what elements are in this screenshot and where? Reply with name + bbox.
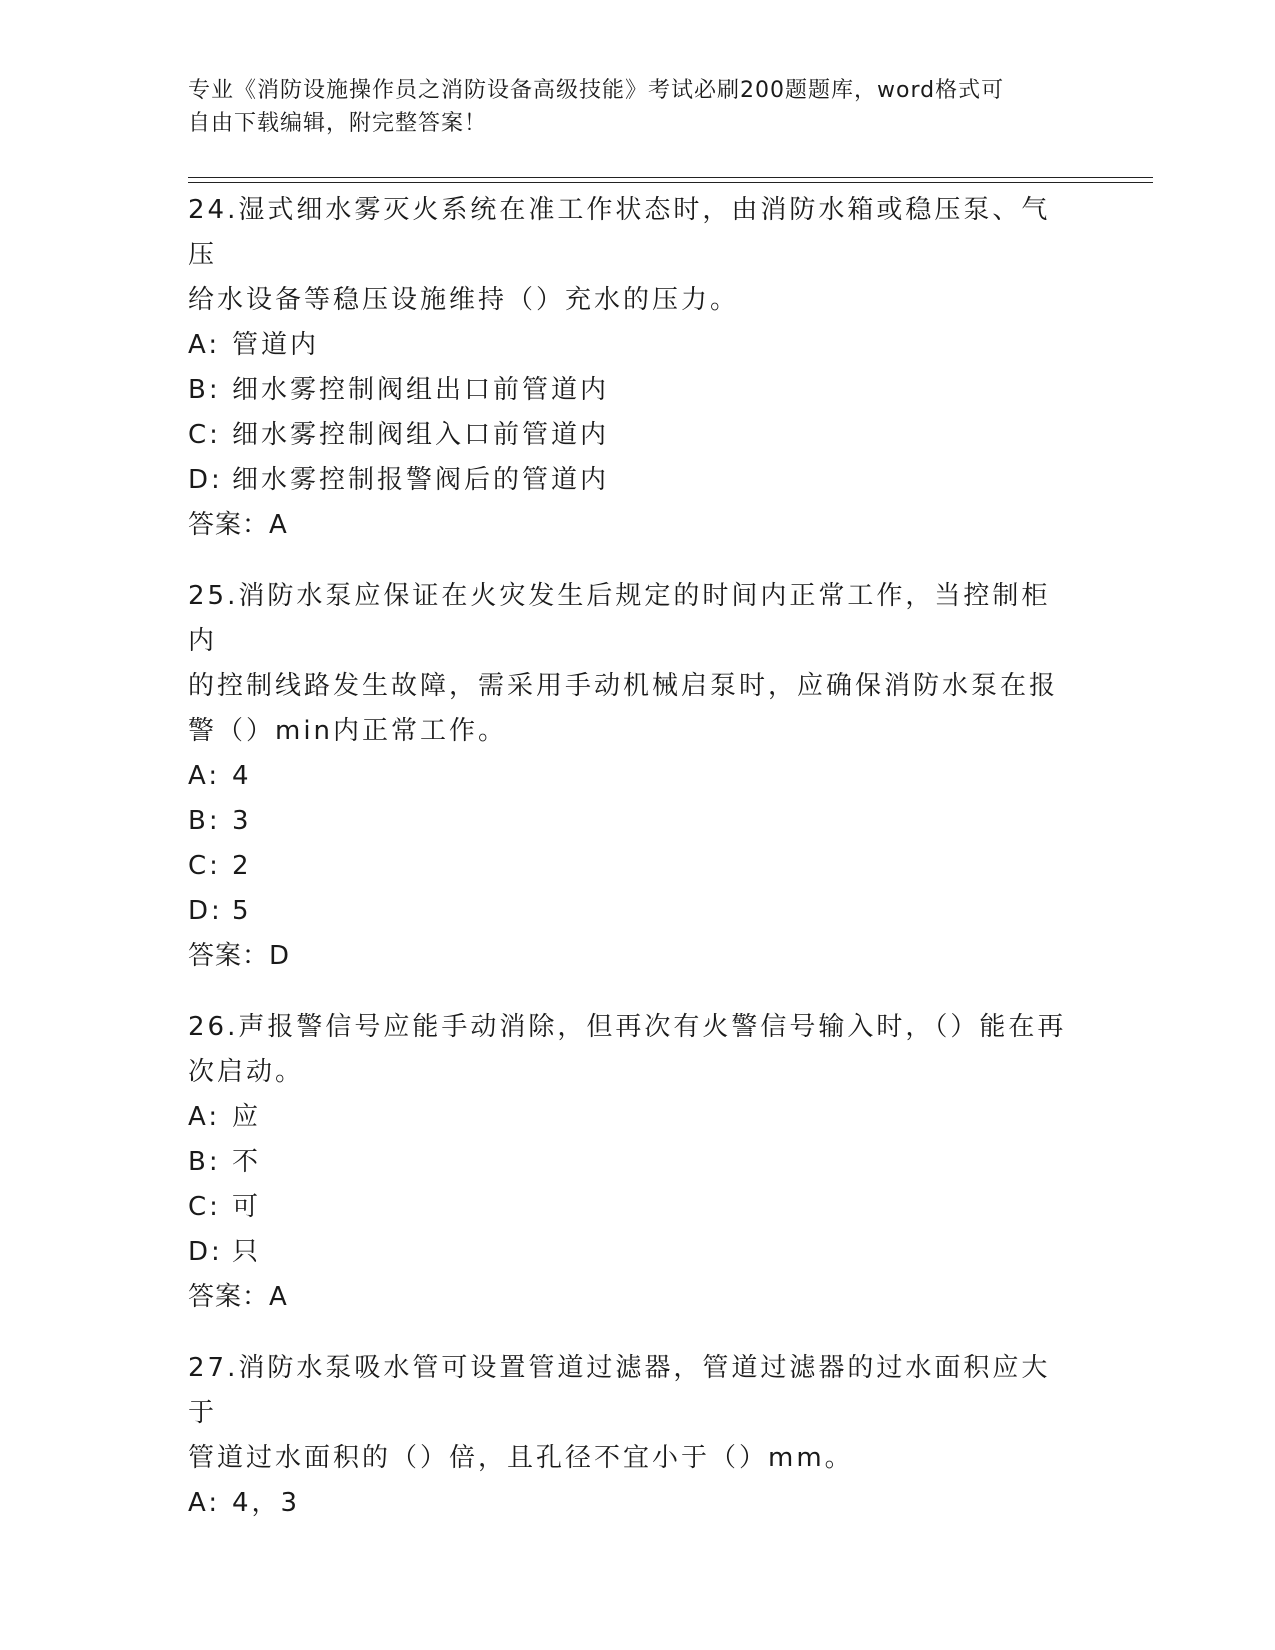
document-header — [188, 74, 1068, 140]
option-c: C: 2 — [188, 851, 252, 881]
option-a: A: 4，3 — [188, 1488, 301, 1518]
question-25 — [188, 574, 1148, 979]
question-stem: 26.声报警信号应能手动消除，但再次有火警信号输入时，（）能在再 次启动。 — [188, 1012, 1067, 1087]
option-a: A: 应 — [188, 1102, 262, 1132]
option-a: A: 管道内 — [188, 330, 320, 360]
answer-line: 答案：A — [188, 1282, 288, 1312]
option-c: C: 可 — [188, 1192, 262, 1222]
question-27 — [188, 1346, 1148, 1526]
question-stem: 25.消防水泵应保证在火灾发生后规定的时间内正常工作，当控制柜内 的控制线路发生故障，需采用手动机械启泵时，应确保消防水泵在报 警（）min内正常工作。 — [188, 581, 1059, 746]
header-divider-top — [188, 177, 1153, 178]
question-24 — [188, 188, 1148, 548]
option-c: C: 细水雾控制阀组入口前管道内 — [188, 420, 610, 450]
option-d: D: 只 — [188, 1237, 262, 1267]
header-line-2: 自由下载编辑，附完整答案！ — [188, 111, 488, 136]
option-b: B: 细水雾控制阀组出口前管道内 — [188, 375, 610, 405]
header-line-1: 专业《消防设施操作员之消防设备高级技能》考试必刷200题题库，word格式可 — [188, 78, 1005, 103]
option-d: D: 细水雾控制报警阀后的管道内 — [188, 465, 610, 495]
question-26 — [188, 1005, 1148, 1320]
question-stem: 27.消防水泵吸水管可设置管道过滤器，管道过滤器的过水面积应大于 管道过水面积的（）倍，且孔径不宜小于（）mm。 — [188, 1353, 1051, 1473]
option-b: B: 不 — [188, 1147, 262, 1177]
option-d: D: 5 — [188, 896, 252, 926]
answer-line: 答案：D — [188, 941, 291, 971]
option-a: A: 4 — [188, 761, 252, 791]
question-stem: 24.湿式细水雾灭火系统在准工作状态时，由消防水箱或稳压泵、气压 给水设备等稳压设施维持（）充水的压力。 — [188, 195, 1051, 315]
header-divider-bottom — [188, 182, 1153, 183]
question-list — [188, 188, 1148, 1552]
answer-line: 答案：A — [188, 510, 288, 540]
option-b: B: 3 — [188, 806, 252, 836]
